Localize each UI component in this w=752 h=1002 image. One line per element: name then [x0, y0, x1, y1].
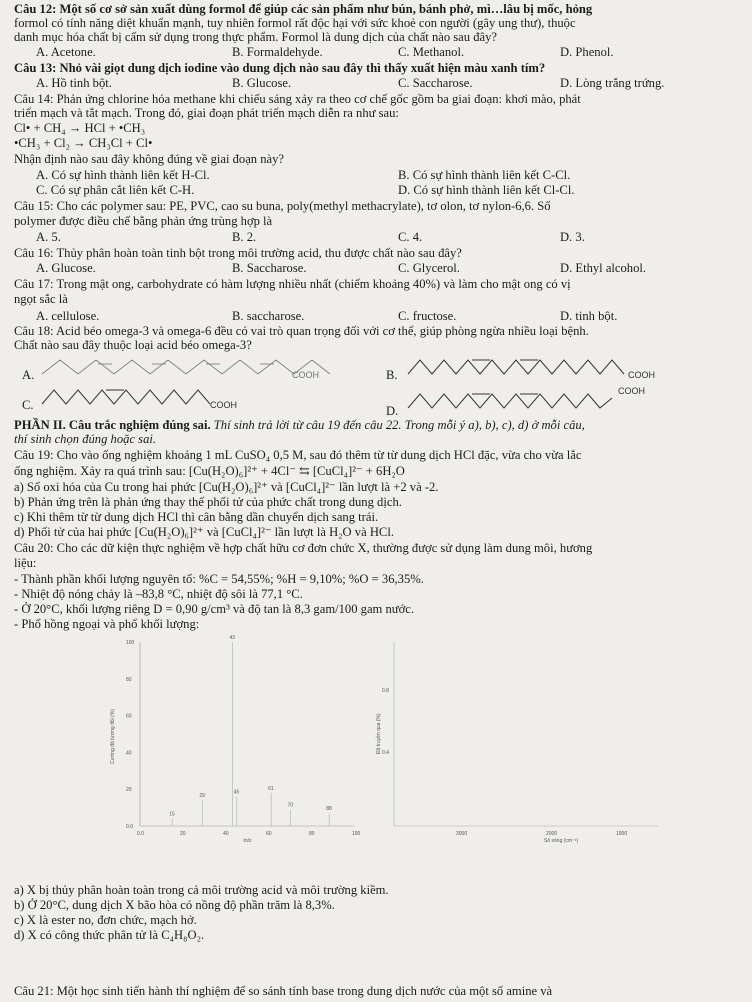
q20-statement-a: a) X bị thủy phân hoàn toàn trong cả môi trường acid và môi trường kiềm.: [14, 883, 389, 897]
ms-x-tick-label: 100: [352, 831, 361, 837]
ms-peak-label: 61: [268, 785, 274, 792]
omega-skeleton-a: [40, 354, 370, 384]
q19-line-2: ống nghiệm. Xảy ra quá trình sau: [Cu(H₂O)₆]²⁺ + 4Cl⁻ ⇆ [CuCl₄]²⁻ + 6H₂O: [14, 464, 405, 478]
omega-skeleton-b: [406, 352, 726, 382]
q15-option-b: B. 2.: [232, 230, 257, 244]
q20-statement-d: d) X có công thức phân tử là C₄H₈O₂.: [14, 928, 205, 942]
q12-option-b: B. Formaldehyde.: [232, 45, 323, 59]
q19-statement-c: c) Khi thêm từ từ dung dịch HCl thì cân bằng dần chuyển dịch sang trái.: [14, 510, 379, 524]
q13-option-d: D. Lòng trắng trứng.: [560, 76, 665, 90]
ir-x-axis-label: Số sóng (cm⁻¹): [544, 838, 579, 844]
q14-line-2: triển mạch và tắt mạch. Trong đó, giai đoạn phát triển mạch diễn ra như sau:: [14, 106, 399, 120]
omega-skeleton-c: [40, 382, 300, 412]
q18-line-2: Chất nào sau đây thuộc loại acid béo omega-3?: [14, 338, 252, 352]
q14-line-3: Nhận định nào sau đây không đúng về giai đoạn này?: [14, 152, 285, 166]
ms-y-tick-label: 20: [126, 787, 132, 794]
q17-line-2: ngọt sắc là: [14, 292, 68, 306]
ms-peak-label: 45: [233, 789, 240, 796]
q16-option-a: A. Glucose.: [36, 261, 96, 275]
ms-peak-label: 88: [326, 806, 332, 813]
mass-spectrum-chart: [100, 630, 365, 848]
ms-y-tick-label: 0.0: [126, 824, 133, 830]
q16-stem: Câu 16: Thủy phân hoàn toàn tinh bột trong môi trường acid, thu được chất nào sau đây?: [14, 246, 462, 260]
q16-option-b: B. Saccharose.: [232, 261, 307, 275]
ms-x-tick-label: 80: [309, 831, 315, 837]
q20-data-3: - Ở 20°C, khối lượng riêng D = 0,90 g/cm³ và độ tan là 8,3 gam/100 gam nước.: [14, 602, 414, 616]
q17-option-b: B. saccharose.: [232, 309, 305, 323]
q15-line-2: polymer được điều chế bằng phản ứng trùng hợp là: [14, 214, 273, 228]
ms-peak-label: 43: [229, 635, 236, 641]
q19-statement-d: d) Phối tử của hai phức [Cu(H₂O)₆]²⁺ và [CuCl₄]²⁻ lần lượt là H₂O và HCl.: [14, 525, 394, 539]
q14-reaction-1: Cl• + CH₄ → HCl + •CH₃: [14, 121, 146, 135]
q13-option-b: B. Glucose.: [232, 76, 292, 90]
ms-y-tick-label: 80: [126, 676, 132, 683]
q21-stem: Câu 21: Một học sinh tiến hành thí nghiệm để so sánh tính base trong dung dịch nước của một số amine và: [14, 984, 553, 998]
q20-data-2: - Nhiệt độ nóng chảy là –83,8 °C, nhiệt độ sôi là 77,1 °C.: [14, 587, 303, 601]
ms-y-tick-label: 60: [126, 713, 132, 720]
cooh-label-b: COOH: [628, 370, 655, 380]
ms-x-tick-label: 20: [180, 831, 186, 837]
q14-option-d: D. Có sự hình thành liên kết Cl-Cl.: [398, 183, 575, 197]
ir-x-tick-label: 3000: [456, 831, 468, 837]
q18-option-a: A.: [22, 368, 35, 382]
q12-line-3: danh mục hóa chất bị cấm sử dụng trong thực phẩm. Formol là dung dịch của chất nào sau đây?: [14, 30, 497, 44]
q20-statement-b: b) Ở 20°C, dung dịch X bão hòa có nồng độ phần trăm là 8,3%.: [14, 898, 335, 912]
q14-option-a: A. Có sự hình thành liên kết H-Cl.: [36, 168, 210, 182]
q14-option-c: C. Có sự phân cắt liên kết C-H.: [36, 183, 195, 197]
q12-option-c: C. Methanol.: [398, 45, 465, 59]
part2-instruction: thí sinh chọn đúng hoặc sai.: [14, 432, 157, 446]
q14-reaction-2: •CH₃ + Cl₂ → CH₃Cl + Cl•: [14, 136, 153, 150]
omega-skeleton-d: [406, 384, 686, 416]
q15-option-a: A. 5.: [36, 230, 61, 244]
q17-line-1: Câu 17: Trong mật ong, carbohydrate có hàm lượng nhiều nhất (chiếm khoảng 40%) và làm cho mật ong có vị: [14, 277, 571, 291]
q19-statement-a: a) Số oxi hóa của Cu trong hai phức [Cu(H₂O)₆]²⁺ và [CuCl₄]²⁻ lần lượt là +2 và -2.: [14, 480, 439, 494]
q12-line-2: formol có tính năng diệt khuẩn mạnh, tuy nhiên formol rất độc hại với sức khoẻ con người (gây ung thư), thuộc: [14, 16, 576, 30]
ms-x-axis-label: m/z: [243, 838, 252, 844]
ms-y-tick-label: 40: [126, 750, 132, 757]
q16-option-d: D. Ethyl alcohol.: [560, 261, 647, 275]
q15-line-1: Câu 15: Cho các polymer sau: PE, PVC, cao su buna, poly(methyl methacrylate), tơ olon, tơ nylon-6,6. Số: [14, 199, 551, 213]
q14-option-b: B. Có sự hình thành liên kết C-Cl.: [398, 168, 571, 182]
ms-peak-label: 29: [199, 793, 205, 800]
q18-option-d: D.: [386, 404, 399, 418]
q15-option-d: D. 3.: [560, 230, 585, 244]
ir-y-axis-label: Độ truyền qua (%): [376, 713, 382, 754]
q13-option-a: A. Hồ tinh bột.: [36, 76, 112, 90]
q20-statement-c: c) X là ester no, đơn chức, mạch hở.: [14, 913, 197, 927]
ms-x-tick-label: 40: [223, 831, 229, 837]
ms-x-tick-label: 0.0: [137, 831, 144, 837]
q20-data-1: - Thành phần khối lượng nguyên tố: %C = 54,55%; %H = 9,10%; %O = 36,35%.: [14, 572, 424, 586]
q12-option-d: D. Phenol.: [560, 45, 614, 59]
q13-option-c: C. Saccharose.: [398, 76, 473, 90]
q18-option-c: C.: [22, 398, 34, 412]
q12-line-1: Câu 12: Một số cơ sở sản xuất dùng formol để giúp các sản phẩm như bún, bánh phở, mì…lâu bị mốc, hỏng: [14, 2, 593, 16]
ms-peak-label: 15: [169, 811, 175, 818]
cooh-label-c: COOH: [210, 400, 237, 410]
q19-statement-b: b) Phản ứng trên là phản ứng thay thế phối tử của phức chất trong dung dịch.: [14, 495, 402, 509]
ms-y-tick-label: 100: [126, 640, 135, 646]
q17-option-d: D. tinh bột.: [560, 309, 618, 323]
q17-option-c: C. fructose.: [398, 309, 457, 323]
ms-y-axis-label: Cường độ tương đối (%): [110, 709, 116, 764]
cooh-label-a: COOH: [292, 370, 319, 380]
ir-x-tick-label: 2000: [546, 831, 558, 837]
ir-spectrum-chart: [368, 630, 668, 848]
ms-x-tick-label: 60: [266, 831, 272, 837]
part2-heading: PHẦN II. Câu trắc nghiệm đúng sai. Thí sinh trả lời từ câu 19 đến câu 22. Trong mỗi ý a), b), c), d) ở mỗi câu,: [14, 418, 585, 432]
ir-y-tick-label: 0.4: [382, 750, 389, 756]
q16-option-c: C. Glycerol.: [398, 261, 460, 275]
q18-line-1: Câu 18: Acid béo omega-3 và omega-6 đều có vai trò quan trọng đối với cơ thể, giúp phòng ngừa nhiều loại bệnh.: [14, 324, 589, 338]
q15-option-c: C. 4.: [398, 230, 423, 244]
q19-line-1: Câu 19: Cho vào ống nghiệm khoảng 1 mL CuSO₄ 0,5 M, sau đó thêm từ từ dung dịch HCl đặc, vừa cho vừa lắc: [14, 448, 582, 462]
q13-stem: Câu 13: Nhỏ vài giọt dung dịch iodine vào dung dịch nào sau đây thì thấy xuất hiện màu xanh tím?: [14, 61, 546, 75]
q20-line-1: Câu 20: Cho các dữ kiện thực nghiệm về hợp chất hữu cơ đơn chức X, thường được sử dụng làm dung môi, hương: [14, 541, 593, 555]
q20-data-4: - Phổ hồng ngoại và phổ khối lượng:: [14, 617, 200, 631]
q14-line-1: Câu 14: Phản ứng chlorine hóa methane khi chiếu sáng xảy ra theo cơ chế gốc gồm ba giai đoạn: khơi mào, phát: [14, 92, 581, 106]
ir-y-tick-label: 0.8: [382, 688, 389, 694]
q20-line-2: liệu:: [14, 556, 37, 570]
q18-option-b: B.: [386, 368, 398, 382]
q17-option-a: A. cellulose.: [36, 309, 100, 323]
ir-x-tick-label: 1000: [616, 831, 628, 837]
q12-option-a: A. Acetone.: [36, 45, 96, 59]
cooh-label-d: COOH: [618, 386, 645, 396]
ms-peak-label: 70: [287, 802, 294, 809]
